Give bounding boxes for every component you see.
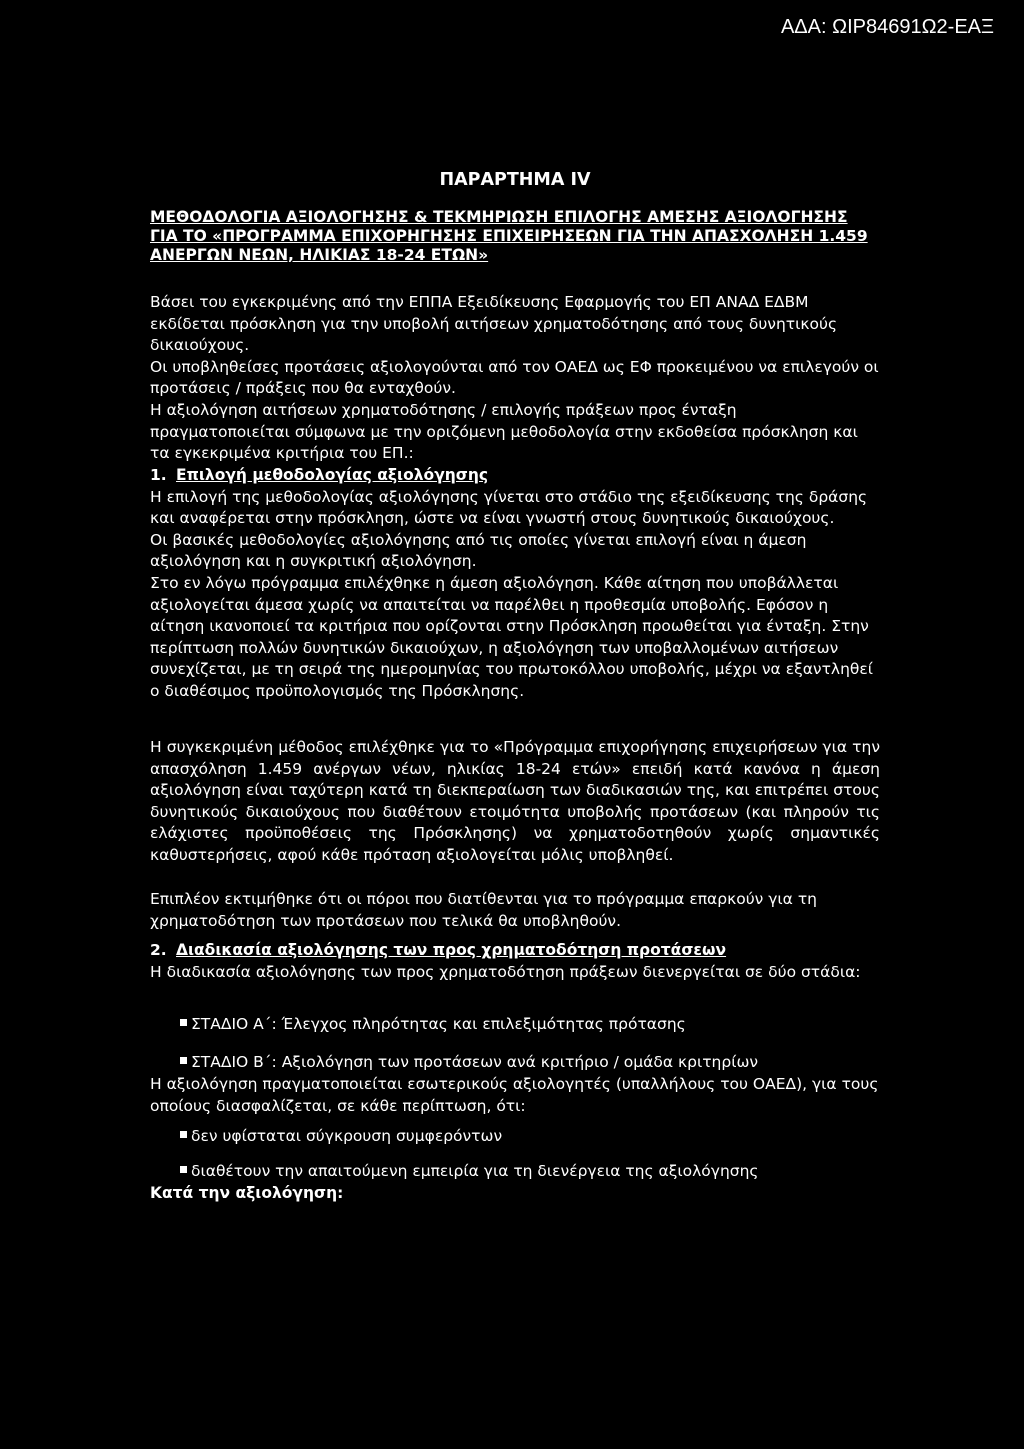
stage-b-text: ΣΤΑΔΙΟ Β΄: Αξιολόγηση των προτάσεων ανά κριτήριο / ομάδα κριτηρίων: [191, 1053, 759, 1071]
stage-b-item: [180, 1052, 880, 1074]
section-1-paragraph-3: Στο εν λόγω πρόγραμμα επιλέχθηκε η άμεση αξιολόγηση. Κάθε αίτηση που υποβάλλεται αξιολογείται άμεσα χωρίς να απαιτείται να παρέλθει η προθεσμία υποβολής. Εφόσον η αίτηση ικανοποιεί τα κριτήρια που ορίζονται στην Πρόσκληση προωθείται για ένταξη. Στην περίπτωση πολλών δυνητικών δικαιούχων, η αξιολόγηση των υποβαλλομένων αιτήσεων συνεχίζεται, με τη σειρά της ημερομηνίας του πρωτοκόλλου υποβολής, μέχρι να εξαντληθεί ο διαθέσιμος προϋπολογισμός της Πρόσκλησης.: [150, 573, 874, 700]
bullet-icon: [180, 1166, 187, 1173]
section-1-paragraph-4: Η συγκεκριμένη μέθοδος επιλέχθηκε για το «Πρόγραμμα επιχορήγησης επιχειρήσεων για την απασχόληση 1.459 ανέργων νέων, ηλικίας 18-24 ετών» επειδή κατά κανόνα η άμεση αξιολόγηση είναι ταχύτερη κατά τη διεκπεραίωση των διαδικασιών της, και επιτρέπει στους δυνητικούς δικαιούχους που διαθέτουν ετοιμότητα υποβολής προτάσεων (και πληρούν τις ελάχιστες προϋποθέσεις της Πρόσκλησης) να χρηματοδοτηθούν χωρίς σημαντικές καθυστερήσεις, αφού κάθε πρόταση αξιολογείται μόλις υποβληθεί.: [150, 738, 880, 864]
section-2-paragraph-2: Η αξιολόγηση πραγματοποιείται εσωτερικούς αξιολογητές (υπαλλήλους του ΟΑΕΔ), για τους οποίους διασφαλίζεται, σε κάθε περίπτωση, ότι:: [150, 1075, 879, 1115]
condition-1-text: δεν υφίσταται σύγκρουση συμφερόντων: [191, 1127, 503, 1145]
evaluators-section: [150, 1074, 880, 1117]
bullet-icon: [180, 1019, 187, 1026]
section-2-heading: [150, 940, 880, 962]
section-1-title: Επιλογή μεθοδολογίας αξιολόγησης: [176, 466, 489, 484]
stage-a-item: [180, 1014, 880, 1036]
intro-section: [150, 292, 880, 465]
section-1-paragraph-1: Η επιλογή της μεθοδολογίας αξιολόγησης γίνεται στο στάδιο της εξειδίκευσης της δράσης και αναφέρεται στην πρόσκληση, ώστε να είναι γνωστή στους δυνητικούς δικαιούχους.: [150, 487, 868, 528]
condition-2-item: [180, 1161, 880, 1183]
condition-1-item: [180, 1126, 880, 1148]
section-1-paragraph-5: Επιπλέον εκτιμήθηκε ότι οι πόροι που διατίθενται για το πρόγραμμα επαρκούν για τη χρηματοδότηση των προτάσεων που τελικά θα υποβληθούν.: [150, 890, 817, 930]
intro-paragraph-2: Οι υποβληθείσες προτάσεις αξιολογούνται από τον ΟΑΕΔ ως ΕΦ προκειμένου να επιλεγούν οι προτάσεις / πράξεις που θα ενταχθούν.: [150, 357, 879, 398]
section-1-heading: [150, 465, 880, 487]
section-1-rationale: [150, 737, 880, 867]
bullet-icon: [180, 1057, 187, 1064]
bullet-icon: [180, 1131, 187, 1138]
section-1-resources: [150, 889, 880, 932]
intro-paragraph-3: Η αξιολόγηση αιτήσεων χρηματοδότησης / επιλογής πράξεων προς ένταξη πραγματοποιείται σύμφωνα με την οριζόμενη μεθοδολογία στην εκδοθείσα πρόσκληση και τα εγκεκριμένα κριτήρια του ΕΠ.:: [150, 400, 858, 463]
section-1-number: 1.: [150, 466, 167, 484]
section-2-title: Διαδικασία αξιολόγησης των προς χρηματοδότηση προτάσεων: [176, 941, 727, 959]
section-2-number: 2.: [150, 941, 167, 959]
section-2-paragraph-1: Η διαδικασία αξιολόγησης των προς χρηματοδότηση πράξεων διενεργείται σε δύο στάδια:: [150, 962, 861, 981]
section-1: [150, 465, 880, 703]
ada-code: ΑΔΑ: ΩΙΡ84691Ω2-ΕΑΞ: [780, 16, 994, 38]
section-1-paragraph-2: Οι βασικές μεθοδολογίες αξιολόγησης από τις οποίες γίνεται επιλογή είναι η άμεση αξιολόγηση και η συγκριτική αξιολόγηση.: [150, 530, 807, 571]
annex-title: ΠΑΡΑΡΤΗΜΑ IV: [439, 170, 591, 190]
evaluation-heading: Κατά την αξιολόγηση:: [150, 1184, 344, 1202]
condition-2-text: διαθέτουν την απαιτούμενη εμπειρία για τη διενέργεια της αξιολόγησης: [191, 1162, 759, 1180]
stage-a-text: ΣΤΑΔΙΟ Α΄: Έλεγχος πληρότητας και επιλεξιμότητας πρότασης: [191, 1015, 686, 1033]
section-2: [150, 940, 880, 983]
intro-paragraph-1: Βάσει του εγκεκριμένης από την ΕΠΠΑ Εξειδίκευσης Εφαρμογής του ΕΠ ΑΝΑΔ ΕΔΒΜ εκδίδεται πρόσκληση για την υποβολή αιτήσεων χρηματοδότησης από τους δυνητικούς δικαιούχους.: [150, 293, 838, 355]
methodology-title: ΜΕΘΟΔΟΛΟΓΙΑ ΑΞΙΟΛΟΓΗΣΗΣ & ΤΕΚΜΗΡΙΩΣΗ ΕΠΙΛΟΓΗΣ ΑΜΕΣΗΣ ΑΞΙΟΛΟΓΗΣΗΣ ΓΙΑ ΤΟ «ΠΡΟΓΡΑΜΜΑ ΕΠΙΧΟΡΗΓΗΣΗΣ ΕΠΙΧΕΙΡΗΣΕΩΝ ΓΙΑ ΤΗΝ ΑΠΑΣΧΟΛΗΣΗ 1.459 ΑΝΕΡΓΩΝ ΝΕΩΝ, ΗΛΙΚΙΑΣ 18-24 ΕΤΩΝ»: [150, 208, 868, 264]
